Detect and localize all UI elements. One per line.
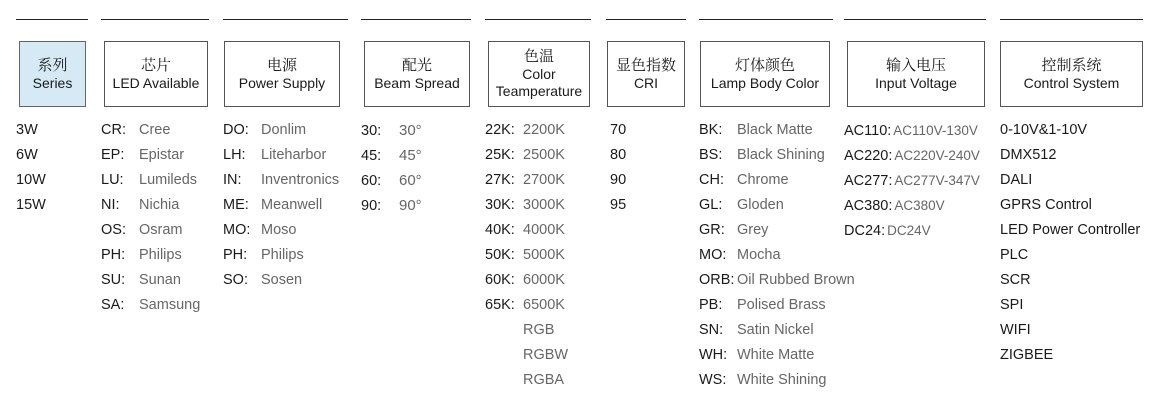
item-code: WH:	[699, 347, 728, 363]
header-rule	[101, 19, 209, 20]
list-item	[699, 218, 855, 243]
list-item	[699, 368, 855, 393]
item-value: RGBW	[523, 347, 569, 363]
list-item	[844, 143, 980, 168]
item-value: Nichia	[139, 197, 180, 213]
item-code: 30K:	[485, 197, 515, 213]
item-code: GR:	[699, 222, 725, 238]
item-value: 3000K	[523, 197, 565, 213]
body-list	[699, 118, 855, 393]
list-item	[485, 318, 568, 343]
list-item	[223, 193, 339, 218]
control-list	[1000, 118, 1140, 368]
list-item	[223, 143, 339, 168]
item-code: SO:	[223, 272, 248, 288]
item-value: 30°	[399, 122, 422, 139]
list-item	[610, 143, 626, 168]
list-item	[699, 193, 855, 218]
item-code: MO:	[699, 247, 727, 263]
list-item	[1000, 143, 1140, 168]
item-code: 65K:	[485, 297, 515, 313]
header-beam	[364, 41, 470, 107]
header-cn: 电源	[266, 55, 297, 74]
list-item	[223, 118, 339, 143]
header-cn: 控制系统	[1041, 55, 1102, 74]
header-en: Series	[32, 74, 73, 91]
item-value: Donlim	[261, 122, 307, 138]
item-code: DC24:	[844, 223, 886, 239]
item-code: 95	[610, 197, 627, 213]
item-code: CR:	[101, 122, 126, 138]
item-value: Osram	[139, 222, 183, 238]
item-value: Gloden	[737, 197, 784, 213]
list-item	[101, 193, 200, 218]
item-code: SA:	[101, 297, 125, 313]
header-cn: 输入电压	[885, 55, 946, 74]
item-value: Black Matte	[737, 122, 813, 138]
item-code: LH:	[223, 147, 246, 163]
header-rule	[361, 19, 471, 20]
header-en: Input Voltage	[875, 74, 957, 91]
list-item	[1000, 218, 1140, 243]
header-rule	[1000, 19, 1143, 20]
item-value: 6000K	[523, 272, 565, 288]
list-item	[361, 193, 422, 218]
item-value: 6500K	[523, 297, 565, 313]
header-en: Color Teamperature	[495, 65, 583, 100]
header-rule	[485, 19, 591, 20]
list-item	[361, 118, 422, 143]
item-value: 45°	[399, 147, 422, 164]
item-code: AC110:	[844, 123, 892, 139]
item-code: SCR	[1000, 272, 1031, 288]
header-cn: 系列	[37, 55, 68, 74]
item-code: DO:	[223, 122, 249, 138]
item-value: Samsung	[139, 297, 201, 313]
item-value: Philips	[261, 247, 304, 263]
list-item	[485, 168, 568, 193]
item-code: LED Power Controller	[1000, 222, 1141, 238]
item-value: Epistar	[139, 147, 185, 163]
item-code: 50K:	[485, 247, 515, 263]
list-item	[223, 168, 339, 193]
header-led	[104, 41, 208, 107]
item-code: SU:	[101, 272, 126, 288]
item-value: Lumileds	[139, 172, 198, 188]
list-item	[1000, 118, 1140, 143]
list-item	[485, 243, 568, 268]
voltage-list	[844, 118, 980, 243]
list-item	[361, 168, 422, 193]
list-item	[610, 193, 626, 218]
header-cn: 灯体颜色	[734, 55, 795, 74]
header-en: CRI	[633, 74, 659, 91]
header-power	[224, 41, 340, 107]
item-code: MO:	[223, 222, 251, 238]
list-item	[610, 168, 626, 193]
list-item	[485, 118, 568, 143]
list-item	[101, 168, 200, 193]
item-value: 90°	[399, 197, 422, 214]
item-code: 70	[610, 122, 627, 138]
item-value: Liteharbor	[261, 147, 327, 163]
item-code: 0-10V&1-10V	[1000, 122, 1088, 138]
header-en: Power Supply	[238, 74, 326, 91]
header-cct	[488, 41, 590, 107]
item-code: SPI	[1000, 297, 1024, 313]
item-code: AC277:	[844, 173, 893, 189]
list-item	[485, 218, 568, 243]
list-item	[101, 218, 200, 243]
list-item	[699, 118, 855, 143]
list-item	[16, 118, 46, 143]
list-item	[699, 343, 855, 368]
header-rule	[223, 19, 348, 20]
item-code: CH:	[699, 172, 724, 188]
header-en: Lamp Body Color	[710, 74, 820, 91]
item-code: 10W	[16, 172, 46, 188]
item-code: AC220:	[844, 148, 893, 164]
item-code: 30:	[361, 123, 382, 139]
item-value: Meanwell	[261, 197, 323, 213]
item-value: Grey	[737, 222, 769, 238]
header-rule	[699, 19, 833, 20]
header-voltage	[847, 41, 985, 107]
item-code: 60:	[361, 173, 382, 189]
header-cn: 显色指数	[615, 55, 676, 74]
list-item	[101, 293, 200, 318]
item-code: OS:	[101, 222, 126, 238]
item-value: 4000K	[523, 222, 565, 238]
item-code: BS:	[699, 147, 723, 163]
list-item	[1000, 193, 1140, 218]
list-item	[844, 218, 980, 243]
list-item	[699, 243, 855, 268]
list-item	[844, 168, 980, 193]
list-item	[101, 243, 200, 268]
header-control	[1000, 41, 1143, 107]
item-code: GPRS Control	[1000, 197, 1092, 213]
cri-list	[610, 118, 626, 218]
list-item	[101, 268, 200, 293]
list-item	[223, 268, 339, 293]
list-item	[610, 118, 626, 143]
list-item	[699, 293, 855, 318]
item-code: GL:	[699, 197, 723, 213]
item-code: 90:	[361, 198, 382, 214]
item-value: Satin Nickel	[737, 322, 814, 338]
item-code: WS:	[699, 372, 727, 388]
item-code: 45:	[361, 148, 382, 164]
header-en: Control System	[1023, 74, 1120, 91]
item-code: ORB:	[699, 272, 735, 288]
item-code: 90	[610, 172, 627, 188]
beam-list	[361, 118, 422, 218]
list-item	[699, 318, 855, 343]
list-item	[699, 143, 855, 168]
item-value: Philips	[139, 247, 182, 263]
list-item	[1000, 293, 1140, 318]
led-list	[101, 118, 200, 318]
item-value: Moso	[261, 222, 297, 238]
header-series	[19, 41, 86, 107]
item-value: Inventronics	[261, 172, 340, 188]
item-value: Chrome	[737, 172, 789, 188]
cct-list	[485, 118, 568, 393]
item-value: Polised Brass	[737, 297, 826, 313]
list-item	[223, 218, 339, 243]
item-code: EP:	[101, 147, 125, 163]
item-value: AC110V-130V	[893, 123, 978, 138]
item-value: RGBA	[523, 372, 565, 388]
item-value: DC24V	[887, 223, 931, 238]
header-en: Beam Spread	[374, 74, 460, 91]
item-code: IN:	[223, 172, 242, 188]
item-code: 22K:	[485, 122, 515, 138]
item-value: 2700K	[523, 172, 565, 188]
item-value: White Matte	[737, 347, 815, 363]
header-rule	[844, 19, 986, 20]
item-code: 25K:	[485, 147, 515, 163]
list-item	[844, 118, 980, 143]
item-value: Cree	[139, 122, 171, 138]
item-code: 6W	[16, 147, 38, 163]
list-item	[844, 193, 980, 218]
item-value: AC380V	[894, 198, 945, 213]
list-item	[361, 143, 422, 168]
item-code: LU:	[101, 172, 124, 188]
item-code: DALI	[1000, 172, 1033, 188]
list-item	[485, 293, 568, 318]
item-code: AC380:	[844, 198, 893, 214]
list-item	[16, 143, 46, 168]
item-value: 2500K	[523, 147, 565, 163]
item-code: ZIGBEE	[1000, 347, 1054, 363]
power-list	[223, 118, 339, 293]
item-value: Oil Rubbed Brown	[737, 272, 855, 288]
item-value: 2200K	[523, 122, 565, 138]
list-item	[223, 243, 339, 268]
item-code: 60K:	[485, 272, 515, 288]
list-item	[101, 143, 200, 168]
list-item	[1000, 318, 1140, 343]
list-item	[101, 118, 200, 143]
item-code: PB:	[699, 297, 723, 313]
item-value: Mocha	[737, 247, 781, 263]
item-value: 5000K	[523, 247, 565, 263]
item-code: ME:	[223, 197, 249, 213]
item-value: Black Shining	[737, 147, 825, 163]
item-code: NI:	[101, 197, 120, 213]
list-item	[1000, 268, 1140, 293]
header-rule	[16, 19, 88, 20]
item-code: 15W	[16, 197, 46, 213]
list-item	[16, 193, 46, 218]
item-code: 27K:	[485, 172, 515, 188]
item-code: WIFI	[1000, 322, 1031, 338]
header-cn: 配光	[401, 55, 432, 74]
item-code: 80	[610, 147, 627, 163]
list-item	[16, 168, 46, 193]
list-item	[485, 193, 568, 218]
item-value: AC220V-240V	[894, 148, 980, 163]
item-value: Sosen	[261, 272, 303, 288]
item-code: 3W	[16, 122, 38, 138]
item-value: AC277V-347V	[894, 173, 980, 188]
list-item	[485, 368, 568, 393]
header-rule	[606, 19, 686, 20]
list-item	[485, 343, 568, 368]
item-value: 60°	[399, 172, 422, 189]
list-item	[699, 168, 855, 193]
list-item	[1000, 343, 1140, 368]
list-item	[485, 143, 568, 168]
item-code: PLC	[1000, 247, 1029, 263]
item-value: White Shining	[737, 372, 827, 388]
series-list	[16, 118, 46, 218]
item-value: Sunan	[139, 272, 181, 288]
list-item	[699, 268, 855, 293]
item-code: BK:	[699, 122, 723, 138]
list-item	[1000, 168, 1140, 193]
item-code: SN:	[699, 322, 724, 338]
item-code: PH:	[223, 247, 248, 263]
item-code: DMX512	[1000, 147, 1057, 163]
header-body	[700, 41, 830, 107]
header-cn: 芯片	[140, 55, 171, 74]
list-item	[485, 268, 568, 293]
list-item	[1000, 243, 1140, 268]
header-cri	[607, 41, 685, 107]
header-en: LED Available	[112, 74, 200, 91]
item-code: 40K:	[485, 222, 515, 238]
item-value: RGB	[523, 322, 555, 338]
header-cn: 色温	[523, 47, 554, 66]
item-code: PH:	[101, 247, 126, 263]
